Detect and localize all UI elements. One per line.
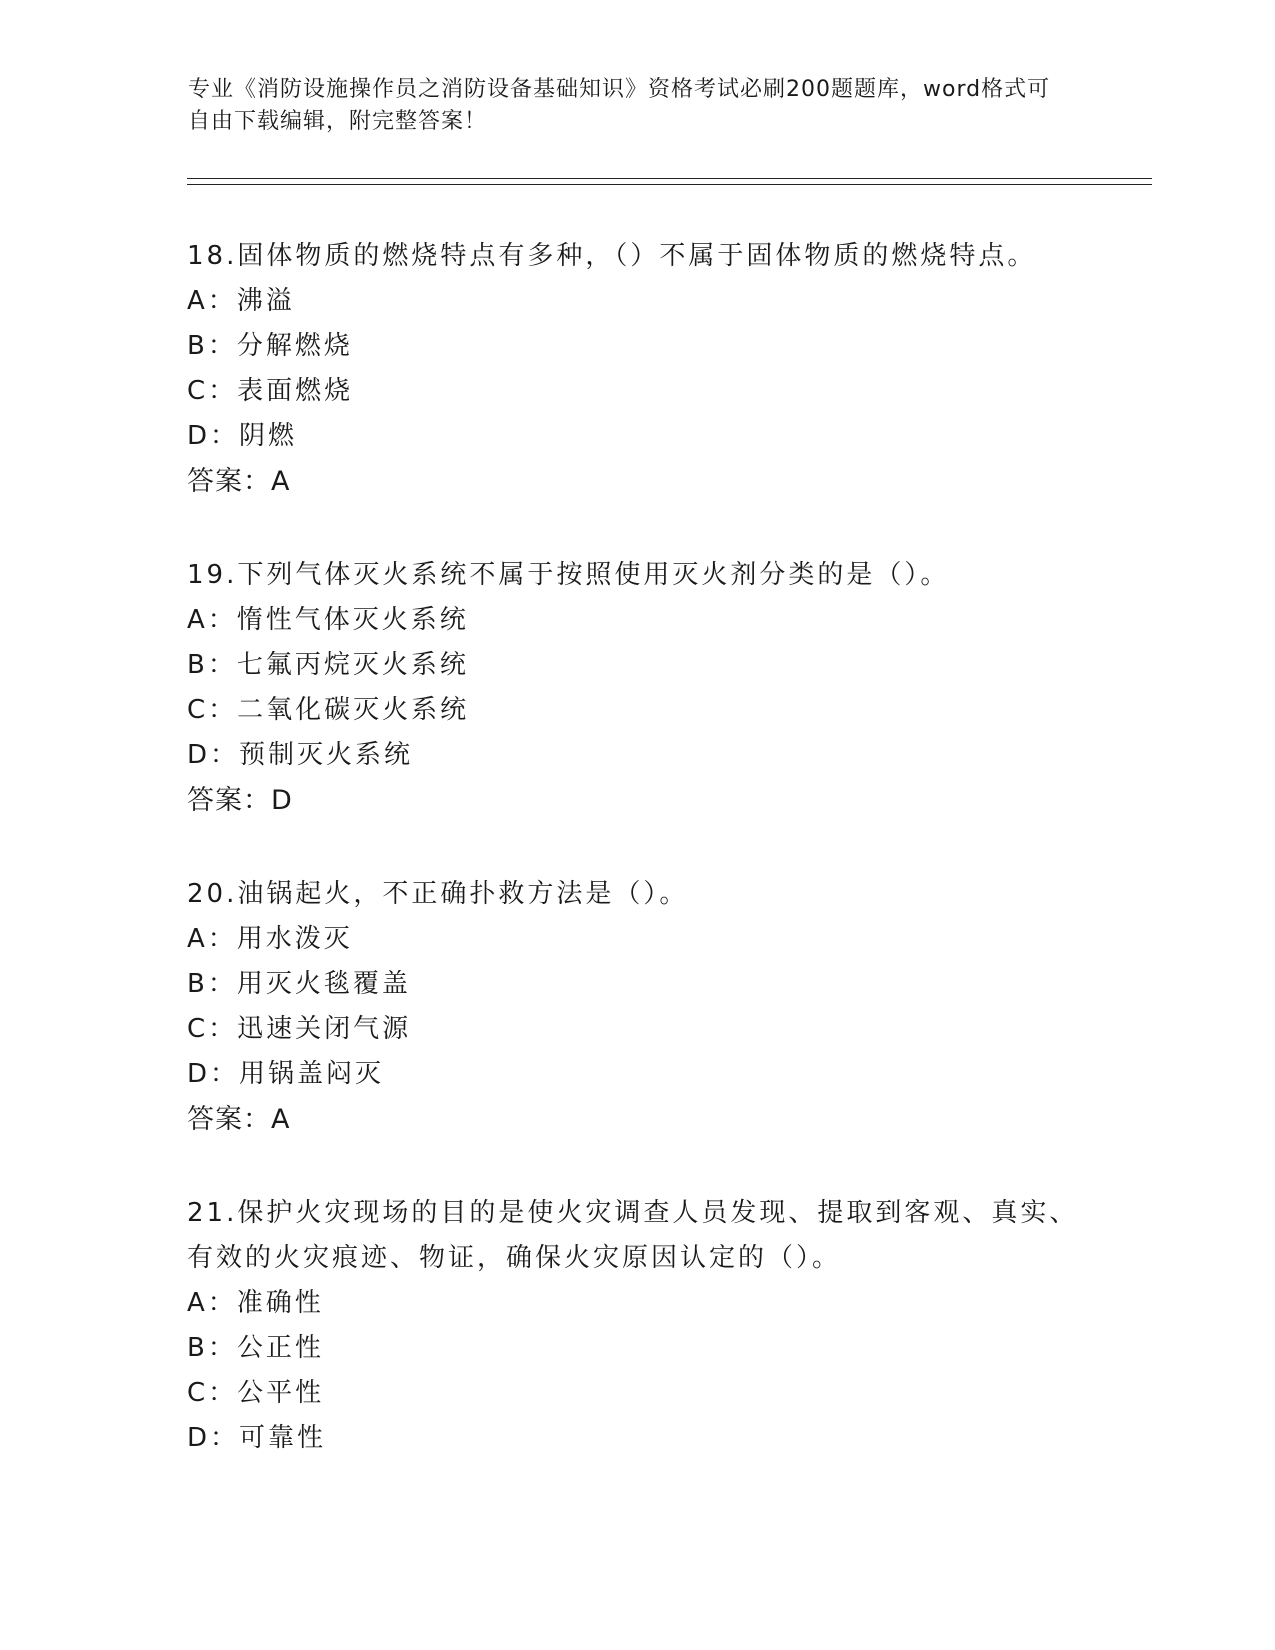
option-a: A：惰性气体灭火系统 — [187, 605, 469, 635]
option-b: B：分解燃烧 — [187, 331, 353, 361]
option-d: D：预制灭火系统 — [187, 740, 414, 770]
option-c: C：二氧化碳灭火系统 — [187, 695, 470, 725]
option-b: B：七氟丙烷灭火系统 — [187, 650, 469, 680]
option-b: B：用灭火毯覆盖 — [187, 969, 411, 999]
answer-line: 答案：A — [187, 1104, 291, 1135]
option-c: C：表面燃烧 — [187, 376, 354, 406]
option-d: D：阴燃 — [187, 421, 298, 451]
option-d: D：用锅盖闷灭 — [187, 1059, 385, 1089]
question-block — [187, 1191, 1087, 1461]
document-header: 专业《消防设施操作员之消防设备基础知识》资格考试必刷200题题库，word格式可自由下载编辑，附完整答案！ — [188, 77, 1051, 134]
option-a: A：用水泼灭 — [187, 924, 353, 954]
question-stem: 21.保护火灾现场的目的是使火灾调查人员发现、提取到客观、真实、有效的火灾痕迹、物证，确保火灾原因认定的（）。 — [187, 1198, 1079, 1273]
option-a: A：准确性 — [187, 1288, 324, 1318]
option-c: C：公平性 — [187, 1378, 325, 1408]
question-stem: 19.下列气体灭火系统不属于按照使用灭火剂分类的是（）。 — [187, 560, 950, 590]
header-divider — [187, 178, 1152, 185]
question-block — [187, 234, 1087, 504]
answer-line: 答案：D — [187, 785, 293, 816]
question-block — [187, 872, 1087, 1142]
option-a: A：沸溢 — [187, 286, 295, 316]
option-c: C：迅速关闭气源 — [187, 1014, 412, 1044]
answer-line: 答案：A — [187, 466, 291, 497]
option-b: B：公正性 — [187, 1333, 324, 1363]
option-d: D：可靠性 — [187, 1423, 327, 1453]
question-block — [187, 553, 1087, 823]
question-stem: 20.油锅起火，不正确扑救方法是（）。 — [187, 879, 689, 909]
question-stem: 18.固体物质的燃烧特点有多种，（）不属于固体物质的燃烧特点。 — [187, 241, 1037, 271]
